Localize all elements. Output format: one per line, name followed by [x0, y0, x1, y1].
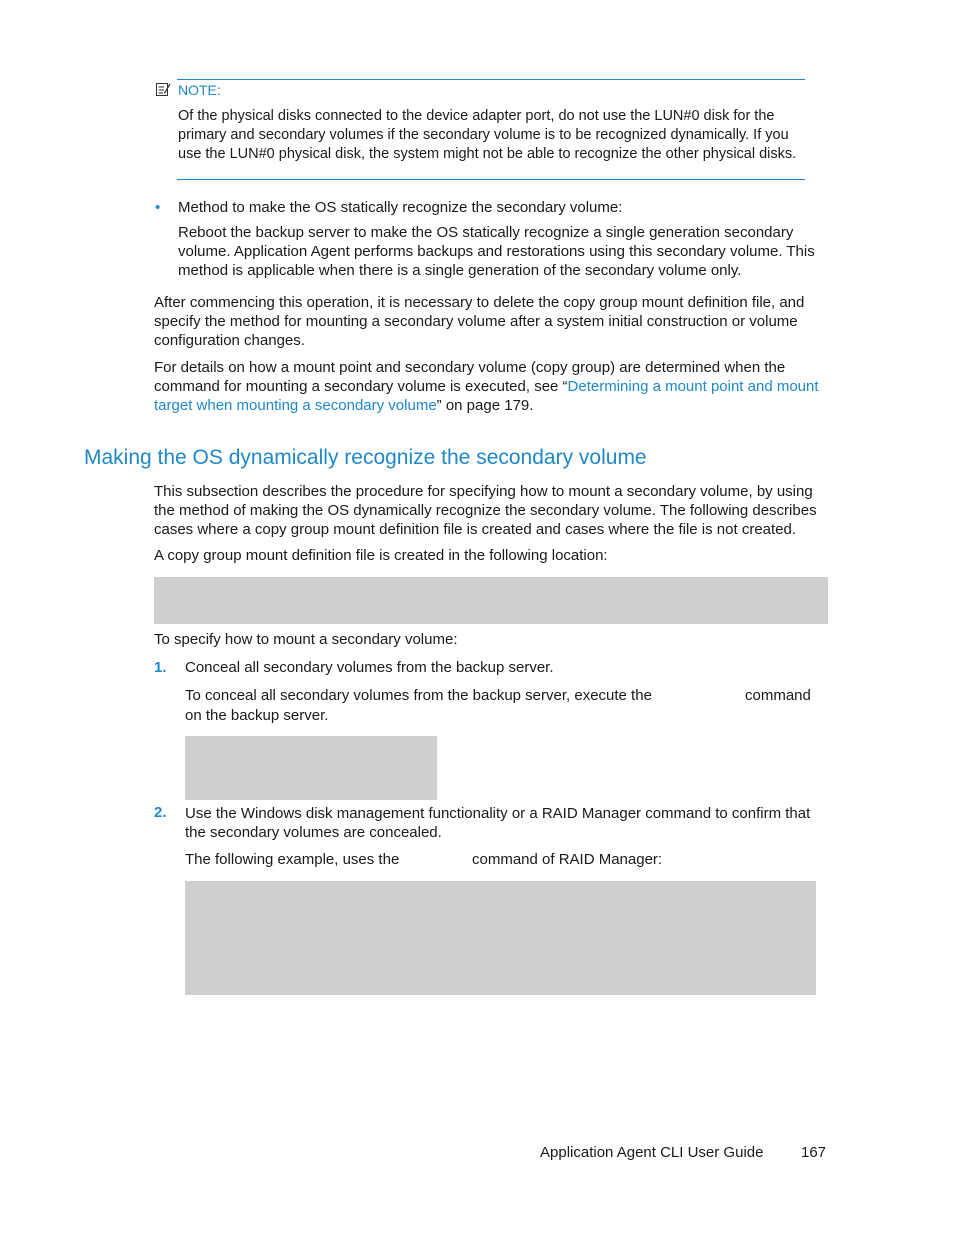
- location-text: A copy group mount definition file is created in the following location:: [154, 547, 608, 564]
- step-title-line: Use the Windows disk management functionality or a RAID Manager command to confirm that: [185, 805, 811, 822]
- footer-title: Application Agent CLI User Guide: [540, 1144, 764, 1161]
- step-desc-line2: on the backup server.: [185, 707, 329, 724]
- step-number: 1.: [154, 659, 167, 676]
- after-line: specify the method for mounting a secondary volume after a system initial construction or volume: [154, 313, 798, 330]
- bullet-line: method is applicable when there is a single generation of the secondary volume only.: [178, 262, 742, 279]
- details-suffix: ” on page 179.: [436, 397, 534, 414]
- note-bottom-rule: [177, 179, 805, 180]
- section-intro: [154, 482, 817, 539]
- details-line: For details on how a mount point and secondary volume (copy group) are determined when the: [154, 359, 786, 376]
- details-paragraph: [154, 358, 819, 415]
- step-desc: The following example, uses the: [185, 851, 400, 868]
- intro-line: the method of making the OS dynamically recognize the secondary volume. The following describes: [154, 502, 817, 519]
- step-desc-command: command: [745, 687, 811, 704]
- code-block-example: [185, 881, 816, 995]
- bullet-line: Reboot the backup server to make the OS statically recognize a single generation secondary: [178, 224, 794, 241]
- page-number: 167: [801, 1144, 827, 1161]
- intro-line: This subsection describes the procedure for specifying how to mount a secondary volume, by using: [154, 483, 813, 500]
- details-prefix: command for mounting a secondary volume is executed, see “: [154, 378, 568, 395]
- after-line: configuration changes.: [154, 332, 305, 349]
- section-heading: Making the OS dynamically recognize the secondary volume: [84, 446, 647, 469]
- after-paragraph: [154, 293, 804, 350]
- note-label: NOTE:: [178, 82, 221, 98]
- note-line: Of the physical disks connected to the device adapter port, do not use the LUN#0 disk for the: [178, 108, 775, 124]
- step-title: Conceal all secondary volumes from the backup server.: [185, 659, 554, 676]
- step-desc-command: command of RAID Manager:: [472, 851, 663, 868]
- cross-reference-link[interactable]: Determining a mount point and mount: [567, 378, 819, 395]
- note-text: [178, 107, 796, 164]
- specify-text: To specify how to mount a secondary volume:: [154, 631, 458, 648]
- after-line: After commencing this operation, it is necessary to delete the copy group mount definition file, and: [154, 294, 805, 311]
- step-title: [185, 804, 810, 842]
- intro-line: cases where a copy group mount definition file is created and cases where the file is not created.: [154, 521, 797, 538]
- step-desc: To conceal all secondary volumes from the backup server, execute the: [185, 687, 652, 704]
- note-line: use the LUN#0 physical disk, the system might not be able to recognize the other physical disks.: [178, 146, 797, 162]
- step-number: 2.: [154, 804, 167, 821]
- note-icon: [155, 81, 171, 97]
- note-top-rule: [177, 79, 805, 80]
- cross-reference-link-cont[interactable]: target when mounting a secondary volume: [154, 397, 437, 414]
- bullet-marker: •: [155, 199, 161, 216]
- step-title-line: the secondary volumes are concealed.: [185, 824, 442, 841]
- bullet-line: volume. Application Agent performs backups and restorations using this secondary volume. This: [178, 243, 815, 260]
- bullet-title: Method to make the OS statically recognize the secondary volume:: [178, 199, 623, 216]
- details-line: [154, 377, 819, 396]
- details-line: [154, 396, 819, 415]
- code-block-location: [154, 577, 828, 624]
- bullet-body: [178, 223, 815, 280]
- note-line: primary and secondary volumes if the secondary volume is to be recognized dynamically. If you: [178, 127, 789, 143]
- code-block-conceal: [185, 736, 437, 800]
